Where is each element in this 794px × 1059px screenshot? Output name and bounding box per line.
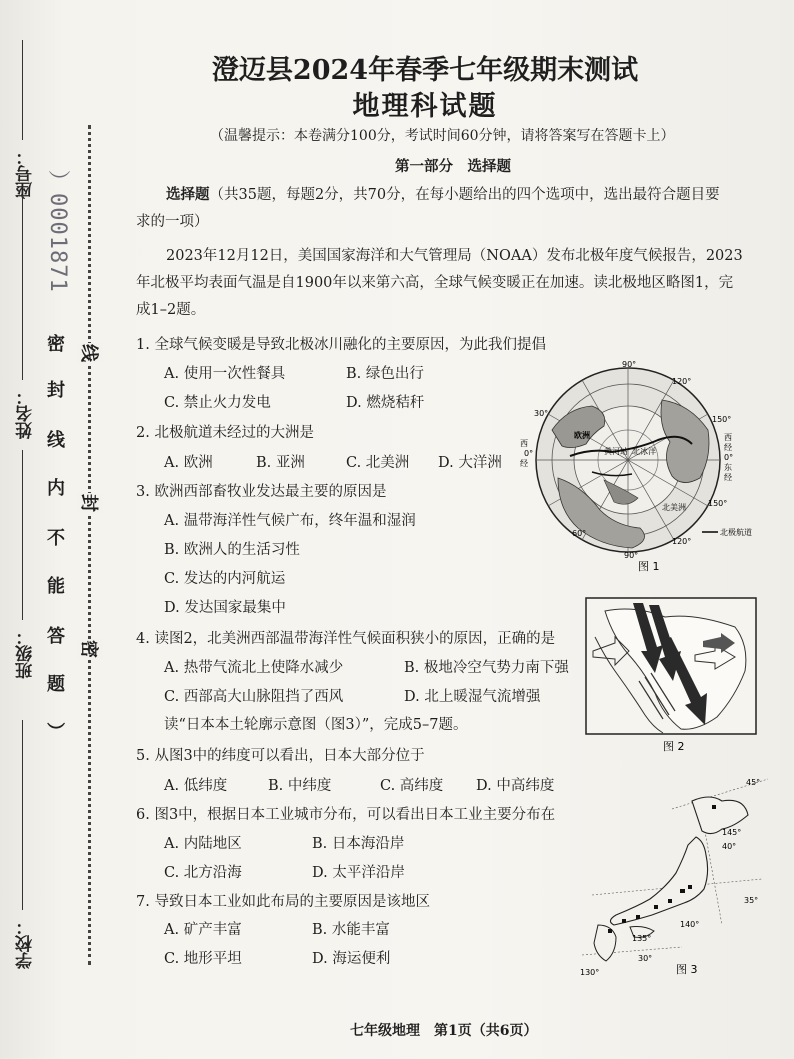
exam-title: 澄迈县2024年春季七年级期末测试	[211, 55, 639, 86]
exam-tip: （温馨提示：本卷满分100分，考试时间60分钟，请将答案写在答题卡上）	[210, 128, 675, 144]
fig1-lon-30: 30°	[534, 409, 549, 418]
passage1-line1: 2023年12月12日，美国国家海洋和大气管理局（NOAA）发布北极年度气候报告，2023	[166, 248, 743, 264]
question-1-stem: 1. 全球气候变暖是导致北极冰川融化的主要原因，为此我们提倡	[136, 337, 546, 353]
figure-2-caption: 图 2	[663, 740, 685, 753]
fig3-lat40: 40°	[722, 842, 737, 851]
seal-mi: 密	[77, 639, 103, 659]
seal-char-6: 能	[47, 576, 65, 597]
question-5-option-c[interactable]: C. 高纬度	[380, 778, 444, 794]
school-underline	[22, 720, 23, 910]
fig1-jing-w: 经	[520, 459, 528, 468]
passage1-line3: 成1–2题。	[136, 302, 206, 318]
instructions-text1: （共35题，每题2分，共70分，在每小题给出的四个选项中，选出最符合题目要	[209, 187, 720, 203]
fig1-lon-120-top: 120°	[672, 377, 692, 386]
seal-char-3: 线	[47, 430, 65, 451]
question-5-option-b[interactable]: B. 中纬度	[268, 778, 332, 794]
question-3-option-b[interactable]: B. 欧洲人的生活习性	[164, 542, 300, 558]
question-7-option-b[interactable]: B. 水能丰富	[312, 922, 390, 938]
fig1-lon-120-bottom: 120°	[672, 537, 692, 546]
question-3-stem: 3. 欧洲西部畜牧业发达最主要的原因是	[136, 484, 387, 500]
question-3-option-d[interactable]: D. 发达国家最集中	[164, 600, 286, 616]
fig1-lon-90-bottom: 90°	[624, 551, 639, 560]
seal-paren-close: ）	[44, 722, 65, 740]
question-3-option-a[interactable]: A. 温带海洋性气候广布，终年温和湿润	[164, 513, 416, 529]
question-4-stem: 4. 读图2，北美洲西部温带海洋性气候面积狭小的原因，正确的是	[136, 631, 556, 647]
fig1-west: 西	[520, 439, 528, 448]
figure-3-caption: 图 3	[676, 963, 698, 976]
question-2-option-d[interactable]: D. 大洋洲	[438, 455, 502, 471]
seal-xian: 线	[77, 343, 103, 363]
seat-label: 座号：	[16, 148, 36, 199]
figure-3-japan-map	[572, 775, 772, 980]
page-footer: 七年级地理 第1页（共6页）	[350, 1023, 538, 1039]
question-6-option-a[interactable]: A. 内陆地区	[164, 836, 242, 852]
question-6-option-d[interactable]: D. 太平洋沿岸	[312, 865, 405, 881]
question-2-option-b[interactable]: B. 亚洲	[256, 455, 305, 471]
question-2-stem: 2. 北极航道未经过的大洲是	[136, 425, 314, 441]
seal-char-5: 不	[47, 528, 65, 549]
fig1-east: 东	[724, 463, 732, 472]
question-7-option-c[interactable]: C. 地形平坦	[164, 951, 242, 967]
question-3-option-c[interactable]: C. 发达的内河航运	[164, 571, 286, 587]
question-4-option-b[interactable]: B. 极地冷空气势力南下强	[404, 660, 569, 676]
question-1-option-b[interactable]: B. 绿色出行	[346, 366, 424, 382]
instructions-line1	[166, 182, 720, 208]
question-4-option-c[interactable]: C. 西部高大山脉阻挡了西风	[164, 689, 344, 705]
seal-feng: 封	[77, 493, 103, 513]
question-7-option-a[interactable]: A. 矿产丰富	[164, 922, 242, 938]
question-5-option-a[interactable]: A. 低纬度	[164, 778, 228, 794]
question-4-option-d[interactable]: D. 北上暖湿气流增强	[404, 689, 541, 705]
fig3-lat30: 30°	[638, 954, 653, 963]
fig3-lon145: 145°	[722, 828, 742, 837]
fig3-lon135: 135°	[632, 934, 652, 943]
instructions-line2: 求的一项）	[136, 214, 209, 230]
fig1-jing-e: 经	[724, 443, 732, 452]
name-underline	[22, 195, 23, 380]
class-underline	[22, 450, 23, 620]
question-7-option-d[interactable]: D. 海运便利	[312, 951, 391, 967]
figure-1-arctic-map	[512, 360, 774, 580]
question-1-option-c[interactable]: C. 禁止火力发电	[164, 395, 271, 411]
seal-dotted-line	[88, 125, 91, 965]
figure-2-north-america-map	[585, 597, 757, 755]
question-7-stem: 7. 导致日本工业如此布局的主要原因是该地区	[136, 894, 430, 910]
fig1-ocean: 北冰洋	[632, 447, 656, 456]
seal-char-8: 题	[47, 674, 65, 695]
fig1-station: 黄河站	[604, 447, 628, 456]
fig1-jing-e2: 经	[724, 473, 732, 482]
serial-number: ）0001871	[45, 170, 70, 293]
fig3-lon140: 140°	[680, 920, 700, 929]
instructions-label: 选择题	[166, 186, 210, 203]
fig3-lat45: 45°	[746, 778, 761, 787]
fig1-lon-150-bottom: 150°	[708, 499, 728, 508]
fig1-eu-label: 欧洲	[574, 431, 590, 440]
question-2-option-c[interactable]: C. 北美洲	[346, 455, 410, 471]
figure-1-caption: 图 1	[638, 560, 660, 573]
question-2-option-a[interactable]: A. 欧洲	[164, 455, 213, 471]
class-label: 班级：	[16, 628, 36, 679]
fig1-lon-60: 60°	[572, 529, 587, 538]
fig1-zero-w: 0°	[524, 449, 534, 458]
seal-char-4: 内	[47, 478, 65, 499]
question-6-stem: 6. 图3中，根据日本工业城市分布，可以看出日本工业主要分布在	[136, 807, 556, 823]
question-6-option-c[interactable]: C. 北方沿海	[164, 865, 242, 881]
question-4-option-a[interactable]: A. 热带气流北上使降水减少	[164, 660, 344, 676]
school-label: 学校：	[16, 918, 36, 969]
fig1-legend-label: 北极航道	[720, 528, 752, 537]
passage2: 读“日本本土轮廓示意图（图3）”，完成5–7题。	[164, 717, 468, 733]
question-5-stem: 5. 从图3中的纬度可以看出，日本大部分位于	[136, 748, 425, 764]
fig1-na-label: 北美洲	[662, 503, 686, 512]
question-1-option-d[interactable]: D. 燃烧秸秆	[346, 395, 425, 411]
exam-subtitle: 地理科试题	[352, 91, 498, 122]
question-1-option-a[interactable]: A. 使用一次性餐具	[164, 366, 286, 382]
seal-char-1: 密	[47, 334, 65, 355]
fig1-west-e: 西	[724, 433, 732, 442]
question-6-option-b[interactable]: B. 日本海沿岸	[312, 836, 405, 852]
fig1-lon-150: 150°	[712, 415, 732, 424]
name-label: 姓名：	[16, 388, 36, 439]
fig3-lon130: 130°	[580, 968, 600, 977]
seal-char-2: 封	[47, 380, 65, 401]
fig1-lon-90-top: 90°	[622, 360, 637, 369]
part-heading: 第一部分 选择题	[395, 158, 511, 175]
seal-char-7: 答	[47, 626, 65, 647]
fig1-zero-e: 0°	[724, 453, 734, 462]
passage1-line2: 年北极平均表面气温是自1900年以来第六高，全球气候变暖正在加速。读北极地区略图1，完	[136, 275, 734, 291]
question-5-option-d[interactable]: D. 中高纬度	[476, 778, 555, 794]
fig3-lat35: 35°	[744, 896, 759, 905]
